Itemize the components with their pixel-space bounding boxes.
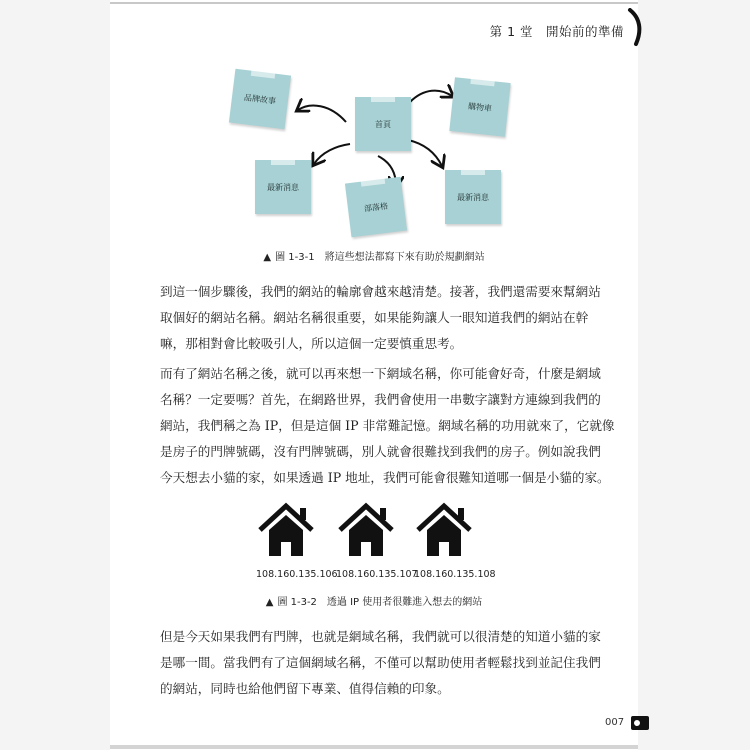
note-cart: 購物車 [449,77,510,137]
left-margin [0,0,110,750]
text-line: 的網站，同時也給他們留下專業、值得信賴的印象。 [160,681,450,696]
house-icon [260,506,312,556]
arrow-to-news-left [314,144,350,164]
text-line: 網站，我們稱之為 IP，但是這個 IP 非常難記憶。網域名稱的功用就來了，它就像 [160,418,615,433]
text-line: 而有了網站名稱之後，就可以再來想一下網域名稱，你可能會好奇，什麼是網域 [160,366,601,381]
paragraph-3 [160,624,601,702]
top-page-edge [110,2,638,4]
figure-2-caption [110,593,638,608]
arrow-to-brand-story [298,106,346,122]
caption-triangle-icon: ▲ [265,597,274,608]
text-line: 取個好的網站名稱。網站名稱很重要，如果能夠讓人一眼知道我們的網站在幹 [160,310,589,325]
bottom-page-edge [110,745,638,749]
note-news-right: 最新消息 [445,170,501,224]
figure-1-caption [110,248,638,263]
text-line: 名稱？一定要嗎？首先，在網路世界，我們會使用一串數字讓對方連線到我們的 [160,392,601,407]
house-icon [418,506,470,556]
arrow-to-news-right [408,140,442,166]
ip-address-row [110,569,638,583]
sitemap-diagram [110,60,638,240]
text-line: 是房子的門牌號碼，沒有門牌號碼，別人就會很難找到我們的房子。例如說我們 [160,444,601,459]
text-line: 是哪一間。當我們有了這個網域名稱，不僅可以幫助使用者輕鬆找到並記住我們 [160,655,601,670]
text-line: 嘛，那相對會比較吸引人，所以這個一定要慎重思考。 [160,336,463,351]
note-blog: 部落格 [345,177,407,237]
paragraph-2 [160,361,615,491]
note-home: 首頁 [355,97,411,151]
caption-text: 將這些想法都寫下來有助於規劃網站 [324,252,485,263]
note-brand-story: 品牌故事 [229,69,291,129]
text-line: 但是今天如果我們有門牌，也就是網域名稱，我們就可以很清楚的知道小貓的家 [160,629,601,644]
paragraph-1 [160,279,601,357]
chapter-header: 第 1 堂 開始前的準備 [489,24,624,39]
note-news-left: 最新消息 [255,160,311,214]
text-line: 今天想去小貓的家，如果透過 IP 地址，我們可能會很難知道哪一個是小貓的家。 [160,470,610,485]
text-line: 到這一個步驟後，我們的網站的輪廓會越來越清楚。接著，我們還需要來幫網站 [160,284,601,299]
caption-triangle-icon: ▲ [263,252,272,263]
house-icon [340,506,392,556]
page-tab-icon [631,716,649,730]
arrow-to-cart [410,91,452,102]
chapter-tab-curve-icon [626,8,650,48]
caption-number: 圖 1-3-1 [275,252,315,263]
houses-illustration [258,500,498,560]
ip-address: 108.160.135.108 [414,569,496,580]
right-margin [638,0,750,750]
page-number: 007 [605,717,625,728]
caption-number: 圖 1-3-2 [277,597,317,608]
ip-address: 108.160.135.107 [336,569,418,580]
ip-address: 108.160.135.106 [256,569,338,580]
caption-text: 透過 IP 使用者很難進入想去的網站 [326,597,483,608]
